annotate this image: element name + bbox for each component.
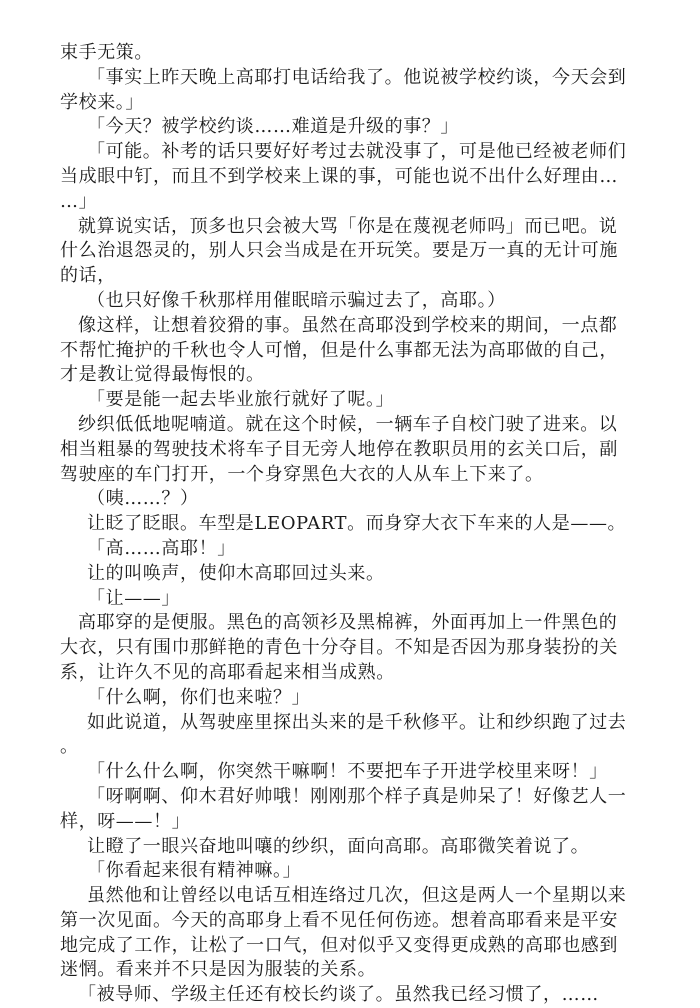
paragraph-4: 「可能。补考的话只要好好考过去就没事了，可是他已经被老师们当成眼中钉，而且不到学校来上课的事，可能也说不出什么好理由……」 — [60, 141, 627, 212]
paragraph-2: 「事实上昨天晚上高耶打电话给我了。他说被学校约谈，今天会到学校来。」 — [60, 66, 627, 113]
paragraph-5: 就算说实话，顶多也只会被大骂「你是在蔑视老师吗」而已吧。说什么治退怨灵的，别人只会当成是在开玩笑。要是万一真的无计可施的话， — [60, 215, 618, 287]
paragraph-21: 「你看起来很有精神嘛。」 — [87, 860, 302, 882]
paragraph-7: 像这样，让想着狡猾的事。虽然在高耶没到学校来的期间，一点都不帮忙掩护的千秋也令人可憎，但是什么事都无法为高耶做的自己，才是教让觉得最悔恨的。 — [60, 314, 618, 386]
paragraph-18: 「什么什么啊，你突然干嘛啊！不要把车子开进学校里来呀！」 — [87, 761, 608, 783]
paragraph-16: 「什么啊，你们也来啦？」 — [87, 686, 311, 708]
paragraph-20: 让瞪了一眼兴奋地叫嚷的纱织，面向高耶。高耶微笑着说了。 — [87, 835, 590, 857]
paragraph-14: 「让——」 — [87, 587, 180, 609]
paragraph-23: 「被导师、学级主任还有校长约谈了。虽然我已经习惯了，…… — [78, 984, 599, 1006]
paragraph-1: 束手无策。 — [60, 42, 153, 63]
paragraph-12: 「高……高耶！」 — [87, 537, 236, 559]
paragraph-17: 如此说道，从驾驶座里探出头来的是千秋修平。让和纱织跑了过去。 — [60, 711, 627, 758]
paragraph-3: 「今天？被学校约谈……难道是升级的事？」 — [87, 116, 459, 138]
paragraph-9: 纱织低低地呢喃道。就在这个时候，一辆车子自校门驶了进来。以相当粗暴的驾驶技术将车子目无旁人地停在教职员用的玄关口后，副驾驶座的车门打开，一个身穿黑色大衣的人从车上下来了。 — [60, 413, 618, 485]
paragraph-22: 虽然他和让曾经以电话互相连络过几次，但这是两人一个星期以来第一次见面。今天的高耶身上看不见任何伤迹。想着高耶看来是平安地完成了工作，让松了一口气，但对似乎又变得更成熟的高耶也感到迷惘。看来并不只是因为服装的关系。 — [60, 885, 627, 981]
paragraph-10: （咦……？） — [87, 488, 199, 510]
paragraph-19: 「呀啊啊、仰木君好帅哦！刚刚那个样子真是帅呆了！好像艺人一样，呀——！」 — [60, 785, 627, 832]
paragraph-6: （也只好像千秋那样用催眠暗示骗过去了，高耶。） — [87, 289, 506, 311]
paragraph-8: 「要是能一起去毕业旅行就好了呢。」 — [87, 389, 395, 411]
paragraph-13: 让的叫唤声，使仰木高耶回过头来。 — [87, 562, 385, 584]
body-text — [60, 41, 632, 1008]
paragraph-15: 高耶穿的是便服。黑色的高领衫及黑棉裤，外面再加上一件黑色的大衣，只有围巾那鲜艳的青色十分夺目。不知是否因为那身装扮的关系，让许久不见的高耶看起来相当成熟。 — [60, 612, 618, 683]
paragraph-11: 让眨了眨眼。车型是LEOPART。而身穿大衣下车来的人是——。 — [87, 513, 627, 535]
